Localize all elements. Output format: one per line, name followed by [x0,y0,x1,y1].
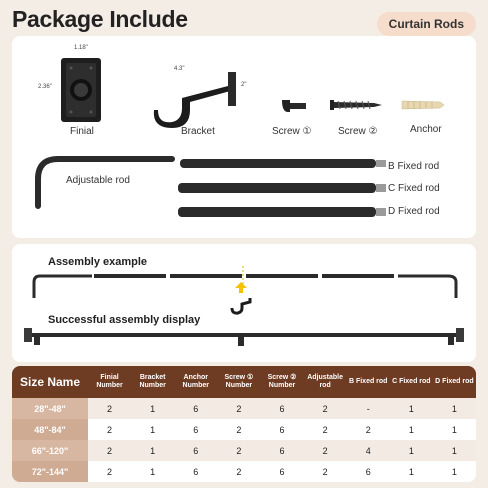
table-cell: 1 [131,398,174,419]
bracket-height-dim: 2" [241,82,247,88]
up-arrow-icon [234,282,248,294]
adjustable-rod-label: Adjustable rod [66,175,130,186]
table-cell: 2 [88,419,131,440]
finial-image [56,54,106,128]
table-header-cell: Size Name [12,366,88,398]
table-cell: 6 [260,440,303,461]
screw-1-label: Screw ① [272,126,312,137]
page-title: Package Include [12,6,188,32]
table-cell: 6 [260,398,303,419]
screw-1-image [280,98,310,114]
table-cell: 1 [390,419,433,440]
table-header-cell: D Fixed rod [433,366,476,398]
table-cell: 2 [347,419,390,440]
curtain-rods-badge: Curtain Rods [377,12,476,36]
table-cell: 1 [390,440,433,461]
table-cell: 1 [131,419,174,440]
table-header-row [12,366,476,398]
table-cell: 4 [347,440,390,461]
c-fixed-rod-label: C Fixed rod [388,183,440,194]
table-cell: 2 [88,461,131,482]
b-fixed-rod-image [180,158,390,168]
table-cell: 6 [347,461,390,482]
table-cell: 1 [433,419,476,440]
anchor-image [400,98,446,112]
assembly-example-label: Assembly example [48,256,148,268]
d-fixed-rod-label: D Fixed rod [388,206,440,217]
table-row [12,398,476,419]
table-cell: 2 [304,419,347,440]
size-cell: 48"-84" [12,419,88,440]
package-parts-card [12,36,476,238]
c-fixed-rod-image [178,182,388,194]
table-header-cell: Anchor Number [174,366,217,398]
table-cell: 2 [304,398,347,419]
table-header-cell: Screw ① Number [217,366,260,398]
table-cell: 1 [131,440,174,461]
table-row [12,419,476,440]
table-header-cell: Bracket Number [131,366,174,398]
table-header-cell: C Fixed rod [390,366,433,398]
table-header-cell: Screw ② Number [260,366,303,398]
table-cell: 6 [174,398,217,419]
bracket-image [150,64,246,124]
table-header-cell: B Fixed rod [347,366,390,398]
table-cell: 2 [88,440,131,461]
table-cell: 2 [217,398,260,419]
table-cell: 1 [390,461,433,482]
table-cell: 2 [217,440,260,461]
table-cell: 2 [217,461,260,482]
table-cell: 1 [131,461,174,482]
table-header-cell: Finial Number [88,366,131,398]
table-cell: 6 [260,419,303,440]
anchor-label: Anchor [410,124,442,135]
size-table [12,366,476,482]
d-fixed-rod-image [178,206,388,218]
bracket-label: Bracket [181,126,215,137]
table-cell: - [347,398,390,419]
assembly-card [12,244,476,362]
finial-height-dim: 2.36" [38,84,52,90]
table-cell: 1 [390,398,433,419]
table-cell: 1 [433,461,476,482]
table-cell: 2 [304,461,347,482]
table-row [12,440,476,461]
table-cell: 1 [433,440,476,461]
table-cell: 6 [174,440,217,461]
size-cell: 66"-120" [12,440,88,461]
bracket-width-dim: 4.3" [174,66,185,72]
size-cell: 72"-144" [12,461,88,482]
table-header-cell: Adjustable rod [304,366,347,398]
screw-2-image [328,98,384,112]
table-row [12,461,476,482]
table-cell: 6 [174,419,217,440]
table-cell: 6 [174,461,217,482]
size-cell: 28"-48" [12,398,88,419]
table-cell: 1 [433,398,476,419]
table-cell: 2 [217,419,260,440]
successful-assembly-label: Successful assembly display [48,314,201,326]
bracket-mini-icon [230,296,252,314]
b-fixed-rod-label: B Fixed rod [388,161,440,172]
table-cell: 2 [304,440,347,461]
table-cell: 6 [260,461,303,482]
screw-2-label: Screw ② [338,126,378,137]
finial-width-dim: 1.18" [74,45,88,51]
table-cell: 2 [88,398,131,419]
finial-label: Finial [70,126,94,137]
successful-assembly-diagram [22,326,468,356]
